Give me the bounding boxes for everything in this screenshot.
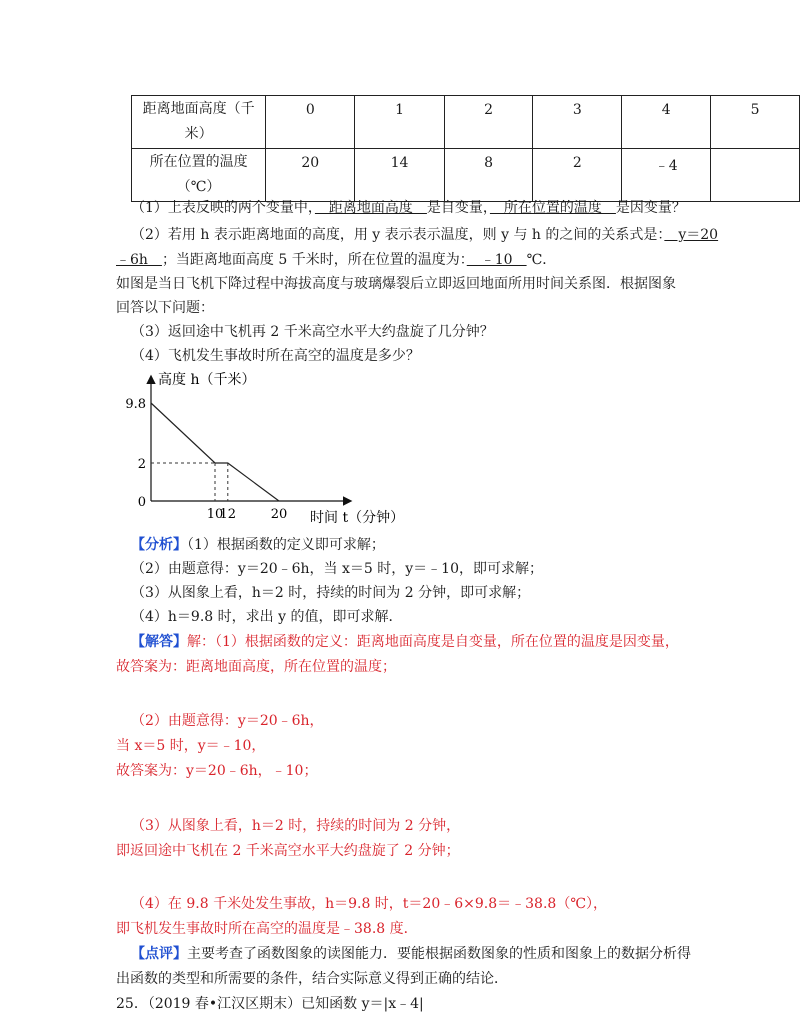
solution-line-4: 当 x＝5 时，y＝﹣10， xyxy=(116,738,266,754)
y-tick-label: 2 xyxy=(137,457,146,472)
intro-line-1: 如图是当日飞机下降过程中海拔高度与玻璃爆裂后立即返回地面所用时间关系图．根据图象 xyxy=(116,276,676,292)
table-cell: 0 xyxy=(266,96,355,149)
solution-line-7: 即返回途中飞机在 2 千米高空水平大约盘旋了 2 分钟； xyxy=(116,843,460,859)
comment-line-2: 出函数的类型和所需要的条件，结合实际意义得到正确的结论． xyxy=(116,971,508,987)
table-row xyxy=(132,96,800,149)
y-tick-label: 0 xyxy=(137,495,146,510)
series-line xyxy=(151,403,279,501)
solution-tag: 【解答】 xyxy=(131,634,187,650)
table-cell: 2 xyxy=(533,149,622,202)
y-axis-label: 高度 h（千米） xyxy=(158,372,256,388)
q1-prefix: （1）上表反映的两个变量中， xyxy=(131,200,315,216)
solution-line-9: 即飞机发生事故时所在高空的温度是﹣38.8 度． xyxy=(116,921,418,937)
table-cell: 4 xyxy=(622,96,711,149)
q1-suffix: 是因变量？ xyxy=(615,200,686,216)
analysis-line-2: （2）由题意得：y＝20﹣6h，当 x＝5 时，y＝﹣10，即可求解； xyxy=(131,561,543,577)
x-tick-label: 10 xyxy=(206,507,224,522)
analysis-line-4: （4）h＝9.8 时，求出 y 的值，即可求解． xyxy=(131,609,403,625)
data-table xyxy=(131,95,800,202)
solution-line-3: （2）由题意得：y＝20﹣6h， xyxy=(131,713,324,729)
table-cell: 8 xyxy=(444,149,533,202)
solution-line-8: （4）在 9.8 千米处发生事故，h＝9.8 时，t＝20﹣6×9.8＝﹣38.8（℃）， xyxy=(131,896,607,912)
intro-line-2: 回答以下问题： xyxy=(116,300,214,316)
q2-unit: ℃． xyxy=(526,252,557,268)
solution-text-1: 解：（1）根据函数的定义：距离地面高度是自变量，所在位置的温度是因变量， xyxy=(187,634,679,650)
analysis-line-3: （3）从图象上看，h＝2 时，持续的时间为 2 分钟，即可求解； xyxy=(131,585,531,601)
question-2-line-2 xyxy=(116,249,556,271)
solution-line-2: 故答案为：距离地面高度，所在位置的温度； xyxy=(116,659,396,675)
q2-answer-2: ﹣10 xyxy=(466,252,527,268)
analysis-text-1: （1）根据函数的定义即可求解； xyxy=(187,537,385,553)
table-cell: 1 xyxy=(355,96,444,149)
comment-text-1: 主要考查了函数图象的读图能力．要能根据函数图象的性质和图象上的数据分析得 xyxy=(187,946,691,962)
q2-text-2: ；当距离地面高度 5 千米时，所在位置的温度为： xyxy=(161,252,467,268)
y-tick-label: 9.8 xyxy=(125,397,146,412)
table-cell: 3 xyxy=(533,96,622,149)
table-cell xyxy=(711,149,800,202)
comment-tag: 【点评】 xyxy=(131,946,187,962)
q2-answer-1a: y＝20 xyxy=(664,227,719,243)
table-cell: 2 xyxy=(444,96,533,149)
height-time-chart xyxy=(125,365,410,530)
question-2-line-1 xyxy=(131,224,718,246)
x-tick-label: 20 xyxy=(270,507,288,522)
question-4: （4）飞机发生事故时所在高空的温度是多少？ xyxy=(131,348,420,364)
table-cell: 20 xyxy=(266,149,355,202)
table-row-label: 距离地面高度（千米） xyxy=(132,96,266,149)
table-row xyxy=(132,149,800,202)
q2-text-1: （2）若用 h 表示距离地面的高度，用 y 表示表示温度，则 y 与 h 的之间的关系式是： xyxy=(131,227,665,243)
q1-answer-1: 距离地面高度 xyxy=(314,200,427,216)
x-axis-label: 时间 t（分钟） xyxy=(310,510,405,526)
q1-answer-2: 所在位置的温度 xyxy=(489,200,616,216)
q2-answer-1b: ﹣6h xyxy=(116,252,162,268)
table-cell: 14 xyxy=(355,149,444,202)
comment-line-1 xyxy=(131,943,691,965)
solution-line-1 xyxy=(131,631,679,653)
analysis-line-1 xyxy=(131,534,385,556)
table-row-label: 所在位置的温度（℃） xyxy=(132,149,266,202)
solution-line-5: 故答案为：y＝20﹣6h，﹣10； xyxy=(116,763,318,779)
analysis-tag: 【分析】 xyxy=(131,537,187,553)
question-3: （3）返回途中飞机再 2 千米高空水平大约盘旋了几分钟？ xyxy=(131,324,494,340)
next-question: 25．（2019 春•江汉区期末）已知函数 y＝|x﹣4| xyxy=(116,996,424,1012)
table-cell: ﹣4 xyxy=(622,149,711,202)
q1-mid: 是自变量， xyxy=(426,200,490,216)
question-1 xyxy=(131,197,686,219)
table-cell: 5 xyxy=(711,96,800,149)
x-tick-label: 12 xyxy=(219,507,237,522)
solution-line-6: （3）从图象上看，h＝2 时，持续的时间为 2 分钟， xyxy=(131,818,461,834)
